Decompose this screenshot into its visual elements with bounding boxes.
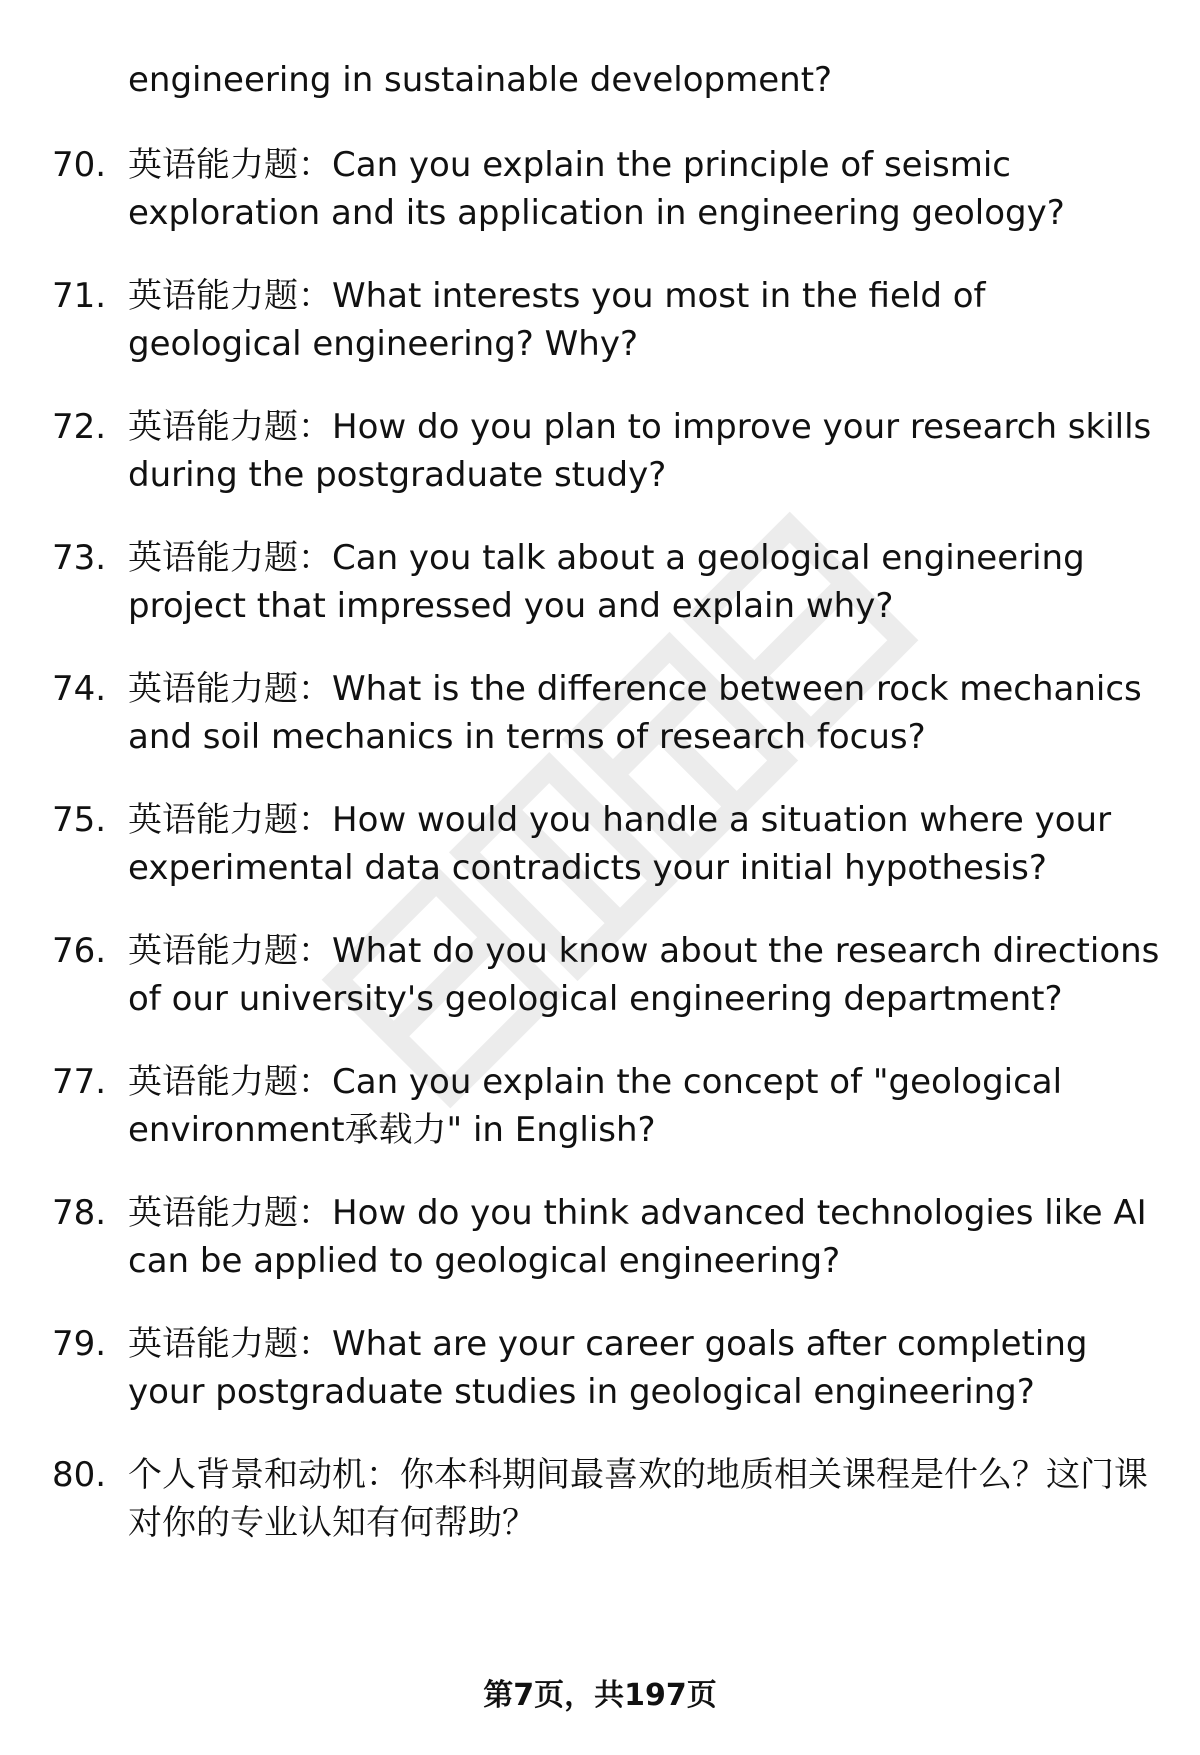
list-item (0, 141, 1200, 238)
question-text: 英语能力题：What do you know about the research directions of our university's geological engineering department? (128, 930, 1160, 1019)
list-item (0, 403, 1200, 500)
question-list (0, 56, 1200, 1582)
list-item-continuation (0, 56, 1200, 105)
question-number: 74. (52, 668, 107, 709)
question-number: 77. (52, 1061, 107, 1102)
question-text: 英语能力题：What are your career goals after completing your postgraduate studies in geological engineering? (128, 1323, 1088, 1412)
list-item (0, 1320, 1200, 1417)
question-number: 71. (52, 275, 107, 316)
list-item (0, 665, 1200, 762)
list-item (0, 1189, 1200, 1286)
list-item (0, 1058, 1200, 1155)
question-number: 78. (52, 1192, 107, 1233)
question-number: 80. (52, 1454, 107, 1495)
question-text: engineering in sustainable development? (128, 60, 833, 100)
question-number: 70. (52, 144, 107, 185)
question-text: 英语能力题：What is the difference between rock mechanics and soil mechanics in terms of research focus? (128, 668, 1142, 757)
page-footer: 第7页，共197页 (483, 1678, 717, 1713)
list-item (0, 534, 1200, 631)
list-item (0, 1451, 1200, 1548)
question-text: 英语能力题：How do you plan to improve your research skills during the postgraduate study? (128, 406, 1152, 495)
list-item (0, 796, 1200, 893)
question-number: 76. (52, 930, 107, 971)
question-number: 73. (52, 537, 107, 578)
question-text: 英语能力题：What interests you most in the field of geological engineering? Why? (128, 275, 986, 364)
question-text: 英语能力题：Can you explain the principle of seismic exploration and its application in engineering geology? (128, 144, 1065, 233)
question-text: 英语能力题：Can you explain the concept of "geological environment承载力" in English? (128, 1061, 1063, 1150)
list-item (0, 927, 1200, 1024)
question-number: 75. (52, 799, 107, 840)
question-number: 72. (52, 406, 107, 447)
question-number: 79. (52, 1323, 107, 1364)
question-text: 英语能力题：How do you think advanced technologies like AI can be applied to geological engineering? (128, 1192, 1147, 1281)
question-text: 英语能力题：Can you talk about a geological engineering project that impressed you and explain why? (128, 537, 1085, 626)
question-text: 个人背景和动机：你本科期间最喜欢的地质相关课程是什么？这门课对你的专业认知有何帮助？ (128, 1454, 1148, 1543)
list-item (0, 272, 1200, 369)
question-text: 英语能力题：How would you handle a situation where your experimental data contradicts your initial hypothesis? (128, 799, 1112, 888)
